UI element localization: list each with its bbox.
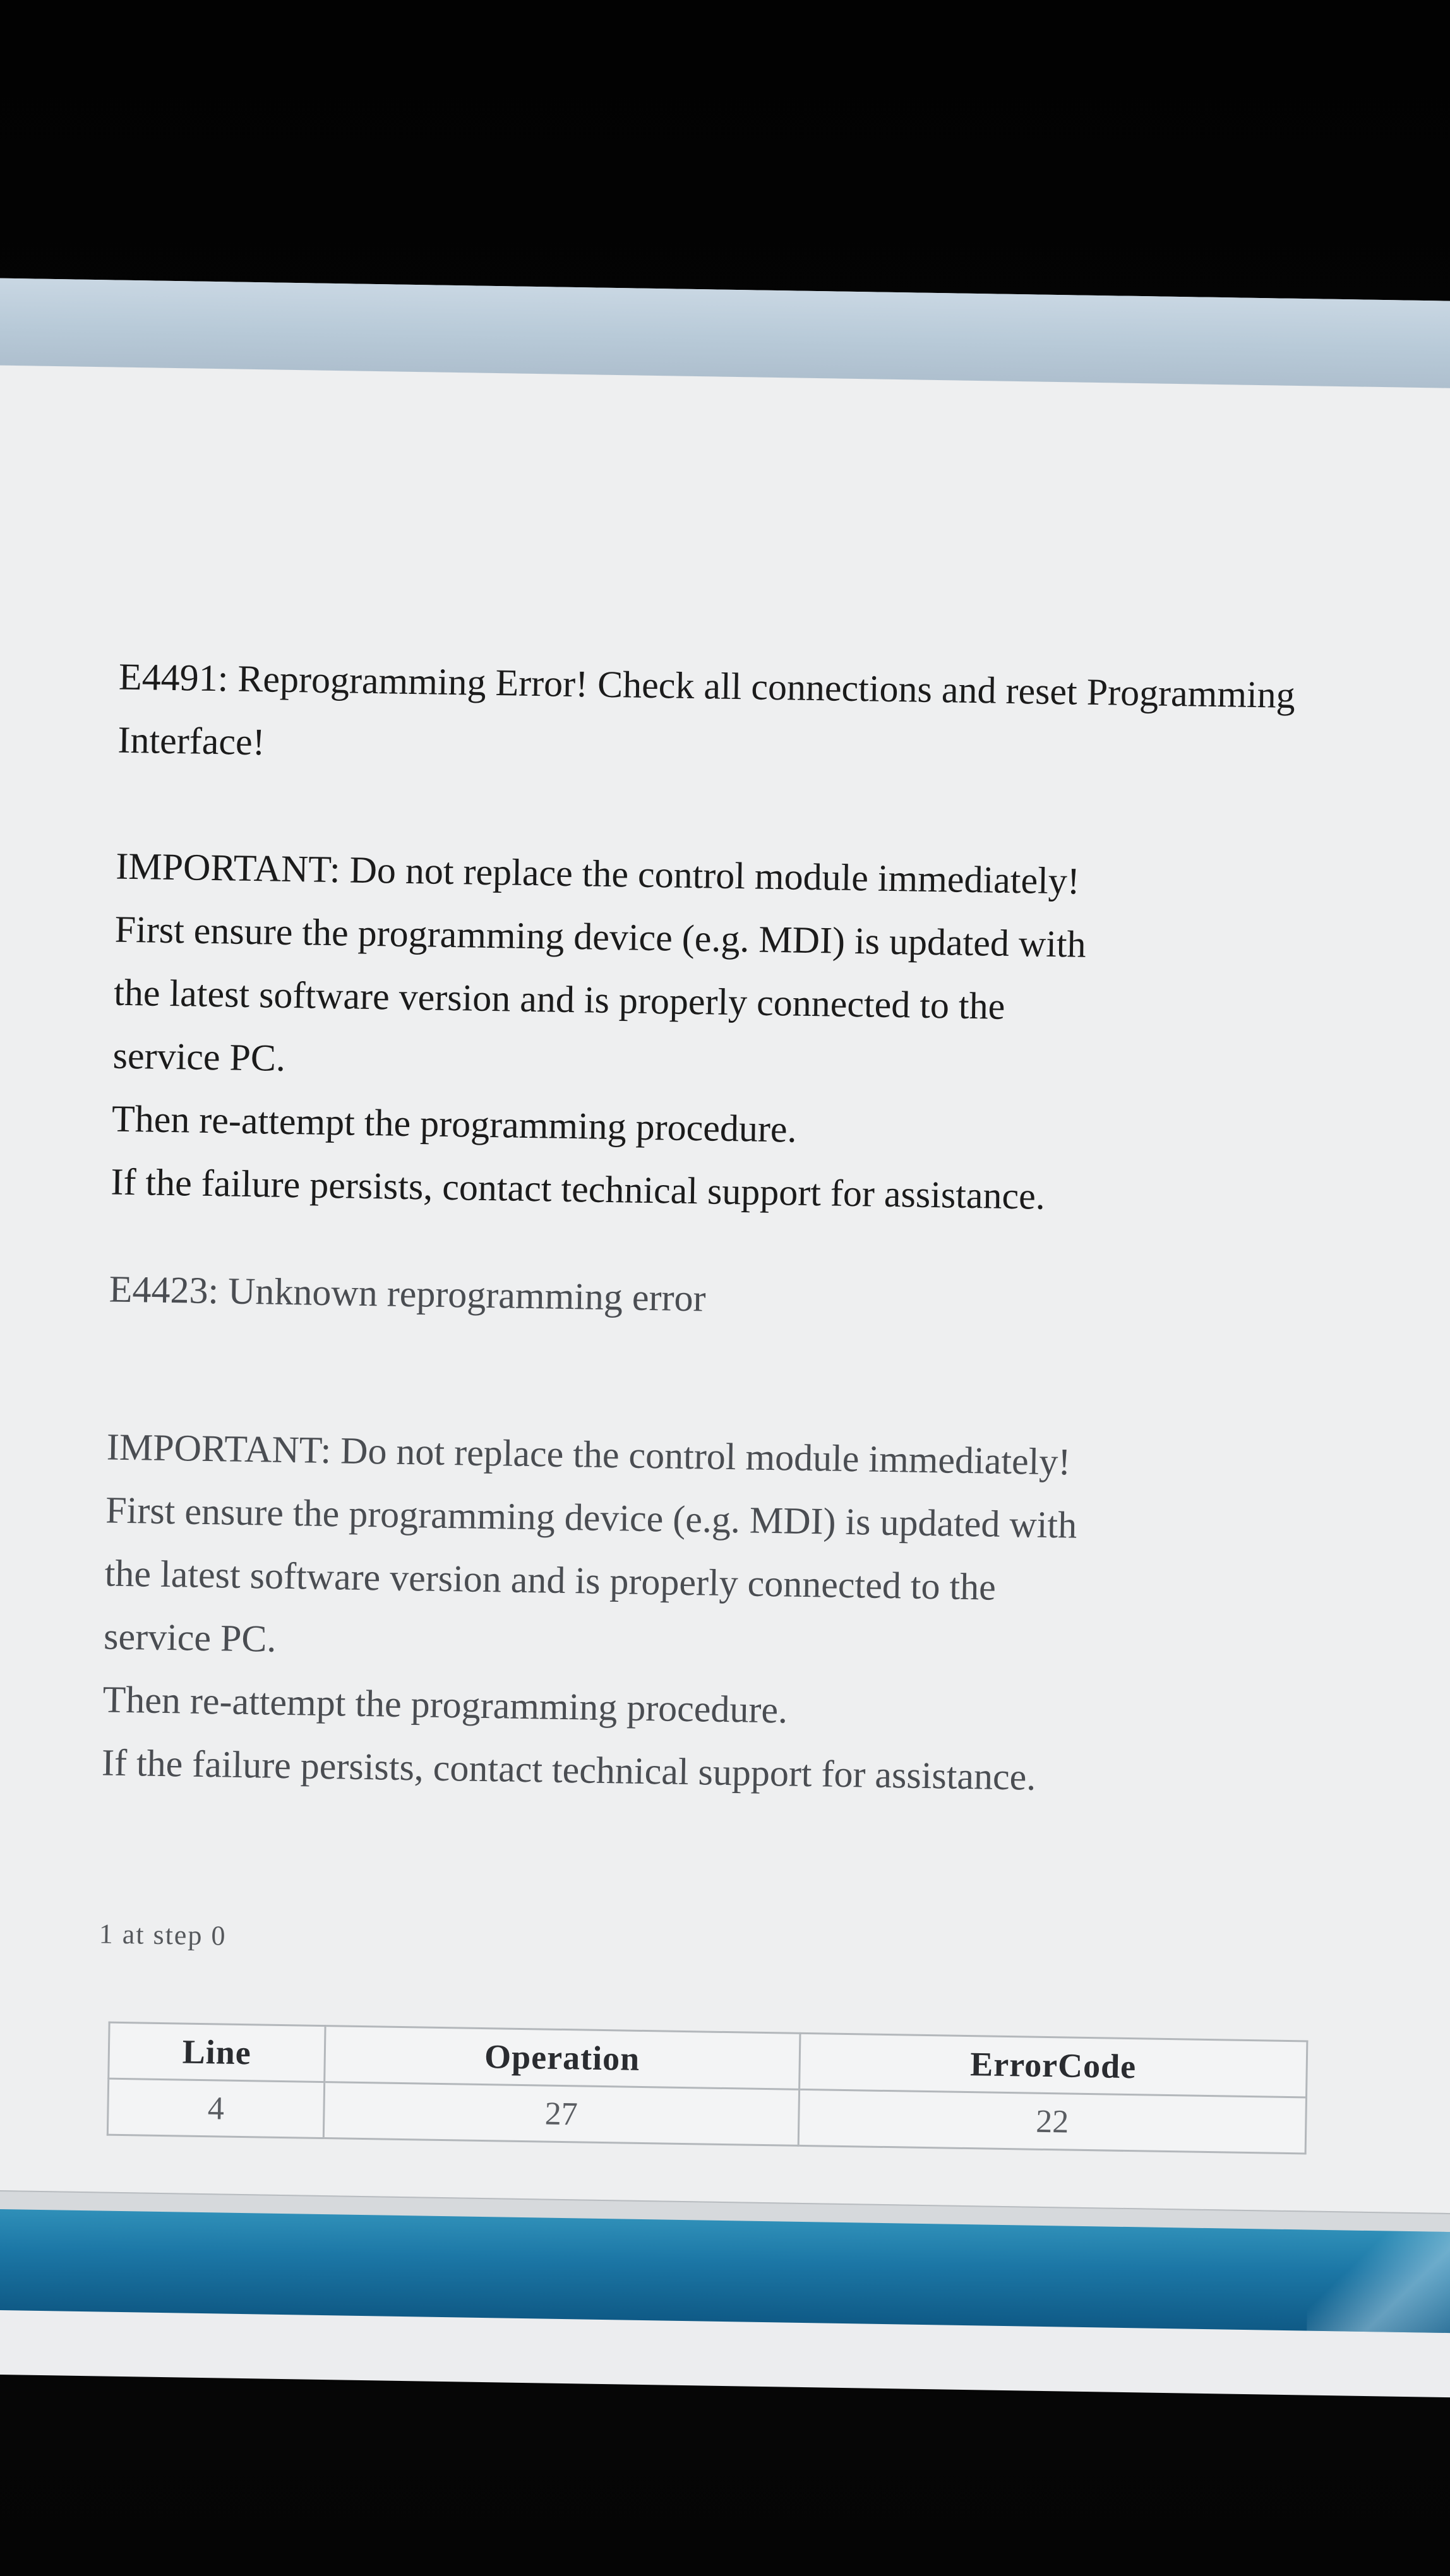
instruction-line: Then re-attempt the programming procedure. — [111, 1097, 798, 1150]
column-header-operation: Operation — [324, 2026, 800, 2090]
instruction-line: the latest software version and is properly connected to the — [113, 971, 1005, 1027]
step-note-text: 1 at step 0 — [99, 1918, 227, 1952]
error-heading-e4423 — [109, 1258, 706, 1330]
instruction-line: service PC. — [103, 1615, 277, 1660]
instruction-line: IMPORTANT: Do not replace the control module immediately! — [115, 845, 1081, 902]
instruction-line: First ensure the programming device (e.g. MDI) is updated with — [105, 1489, 1077, 1546]
error-report-panel — [0, 365, 1450, 2214]
column-header-line: Line — [109, 2022, 325, 2082]
instruction-line: service PC. — [112, 1034, 286, 1079]
error-title-continuation: Interface! — [117, 719, 266, 763]
instruction-line: If the failure persists, contact technical support for assistance. — [101, 1741, 1036, 1798]
error-title: E4491: Reprogramming Error! Check all connections and reset Programming — [118, 655, 1296, 716]
cell-line: 4 — [107, 2078, 324, 2138]
instruction-line: the latest software version and is properly connected to the — [104, 1552, 997, 1608]
column-header-errorcode: ErrorCode — [800, 2033, 1307, 2097]
instruction-line: IMPORTANT: Do not replace the control module immediately! — [106, 1426, 1071, 1483]
cell-errorcode: 22 — [798, 2089, 1306, 2154]
instruction-line: First ensure the programming device (e.g. MDI) is updated with — [114, 908, 1087, 965]
error-heading-e4491 — [117, 645, 1296, 790]
instruction-line: Then re-attempt the programming procedure. — [102, 1678, 788, 1731]
error-instructions-e4491 — [111, 835, 1088, 1229]
taskbar-glare — [1307, 2230, 1450, 2334]
step-note — [99, 1914, 227, 1956]
cell-operation: 27 — [323, 2082, 800, 2146]
error-title: E4423: Unknown reprogramming error — [109, 1268, 707, 1320]
monitor-screen — [0, 278, 1450, 2398]
instruction-line: If the failure persists, contact technical support for assistance. — [111, 1160, 1046, 1217]
error-instructions-e4423 — [101, 1416, 1078, 1810]
error-details-table — [107, 2022, 1309, 2155]
